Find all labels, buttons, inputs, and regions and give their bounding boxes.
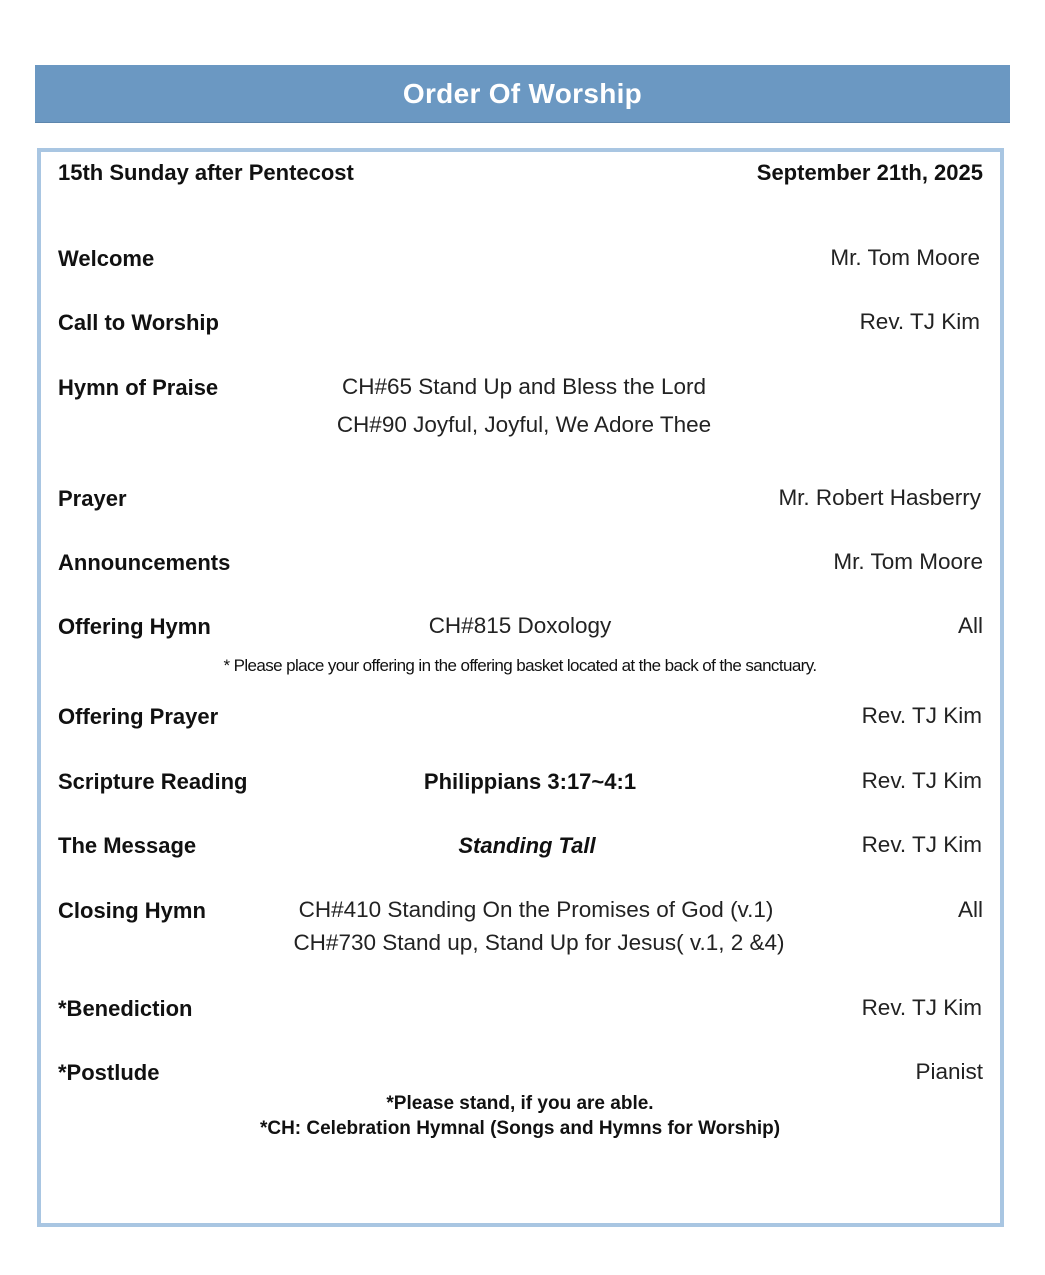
call-to-worship-leader: Rev. TJ Kim <box>859 309 980 334</box>
closing-hymn-line-1: CH#410 Standing On the Promises of God (v.1) <box>298 897 774 922</box>
offering-note: * Please place your offering in the offering basket located at the back of the sanctuary. <box>223 656 817 675</box>
announcements-leader: Mr. Tom Moore <box>833 549 983 574</box>
hymnal-note: *CH: Celebration Hymnal (Songs and Hymns for Worship) <box>259 1118 781 1139</box>
offering-prayer-label: Offering Prayer <box>58 704 219 729</box>
offering-hymn-leader: All <box>957 613 983 638</box>
announcements-label: Announcements <box>58 550 231 575</box>
scripture-reading-label: Scripture Reading <box>58 769 248 794</box>
hymn-of-praise-line-2: CH#90 Joyful, Joyful, We Adore Thee <box>336 412 712 437</box>
benediction-label: *Benediction <box>58 996 193 1021</box>
service-date: September 21th, 2025 <box>756 160 983 185</box>
stand-note: *Please stand, if you are able. <box>386 1093 654 1114</box>
occasion: 15th Sunday after Pentecost <box>58 160 354 185</box>
closing-hymn-leader: All <box>957 897 983 922</box>
message-leader: Rev. TJ Kim <box>861 832 982 857</box>
scripture-reading-leader: Rev. TJ Kim <box>861 768 982 793</box>
postlude-label: *Postlude <box>58 1060 160 1085</box>
message-label: The Message <box>58 833 197 858</box>
closing-hymn-line-2: CH#730 Stand up, Stand Up for Jesus( v.1, 2 &4) <box>293 930 785 955</box>
welcome-leader: Mr. Tom Moore <box>830 245 980 270</box>
call-to-worship-label: Call to Worship <box>58 310 219 335</box>
message-title: Standing Tall <box>458 833 596 858</box>
scripture-passage: Philippians 3:17~4:1 <box>423 769 637 794</box>
postlude-leader: Pianist <box>915 1059 983 1084</box>
offering-prayer-leader: Rev. TJ Kim <box>861 703 982 728</box>
hymn-of-praise-label: Hymn of Praise <box>58 375 219 400</box>
title-banner <box>35 65 1010 122</box>
benediction-leader: Rev. TJ Kim <box>861 995 982 1020</box>
offering-hymn-label: Offering Hymn <box>58 614 211 639</box>
prayer-leader: Mr. Robert Hasberry <box>778 485 981 510</box>
offering-hymn-detail: CH#815 Doxology <box>428 613 612 638</box>
closing-hymn-label: Closing Hymn <box>58 898 206 923</box>
welcome-label: Welcome <box>58 246 155 271</box>
prayer-label: Prayer <box>58 486 127 511</box>
hymn-of-praise-line-1: CH#65 Stand Up and Bless the Lord <box>342 374 706 399</box>
page-title: Order Of Worship <box>402 77 643 109</box>
